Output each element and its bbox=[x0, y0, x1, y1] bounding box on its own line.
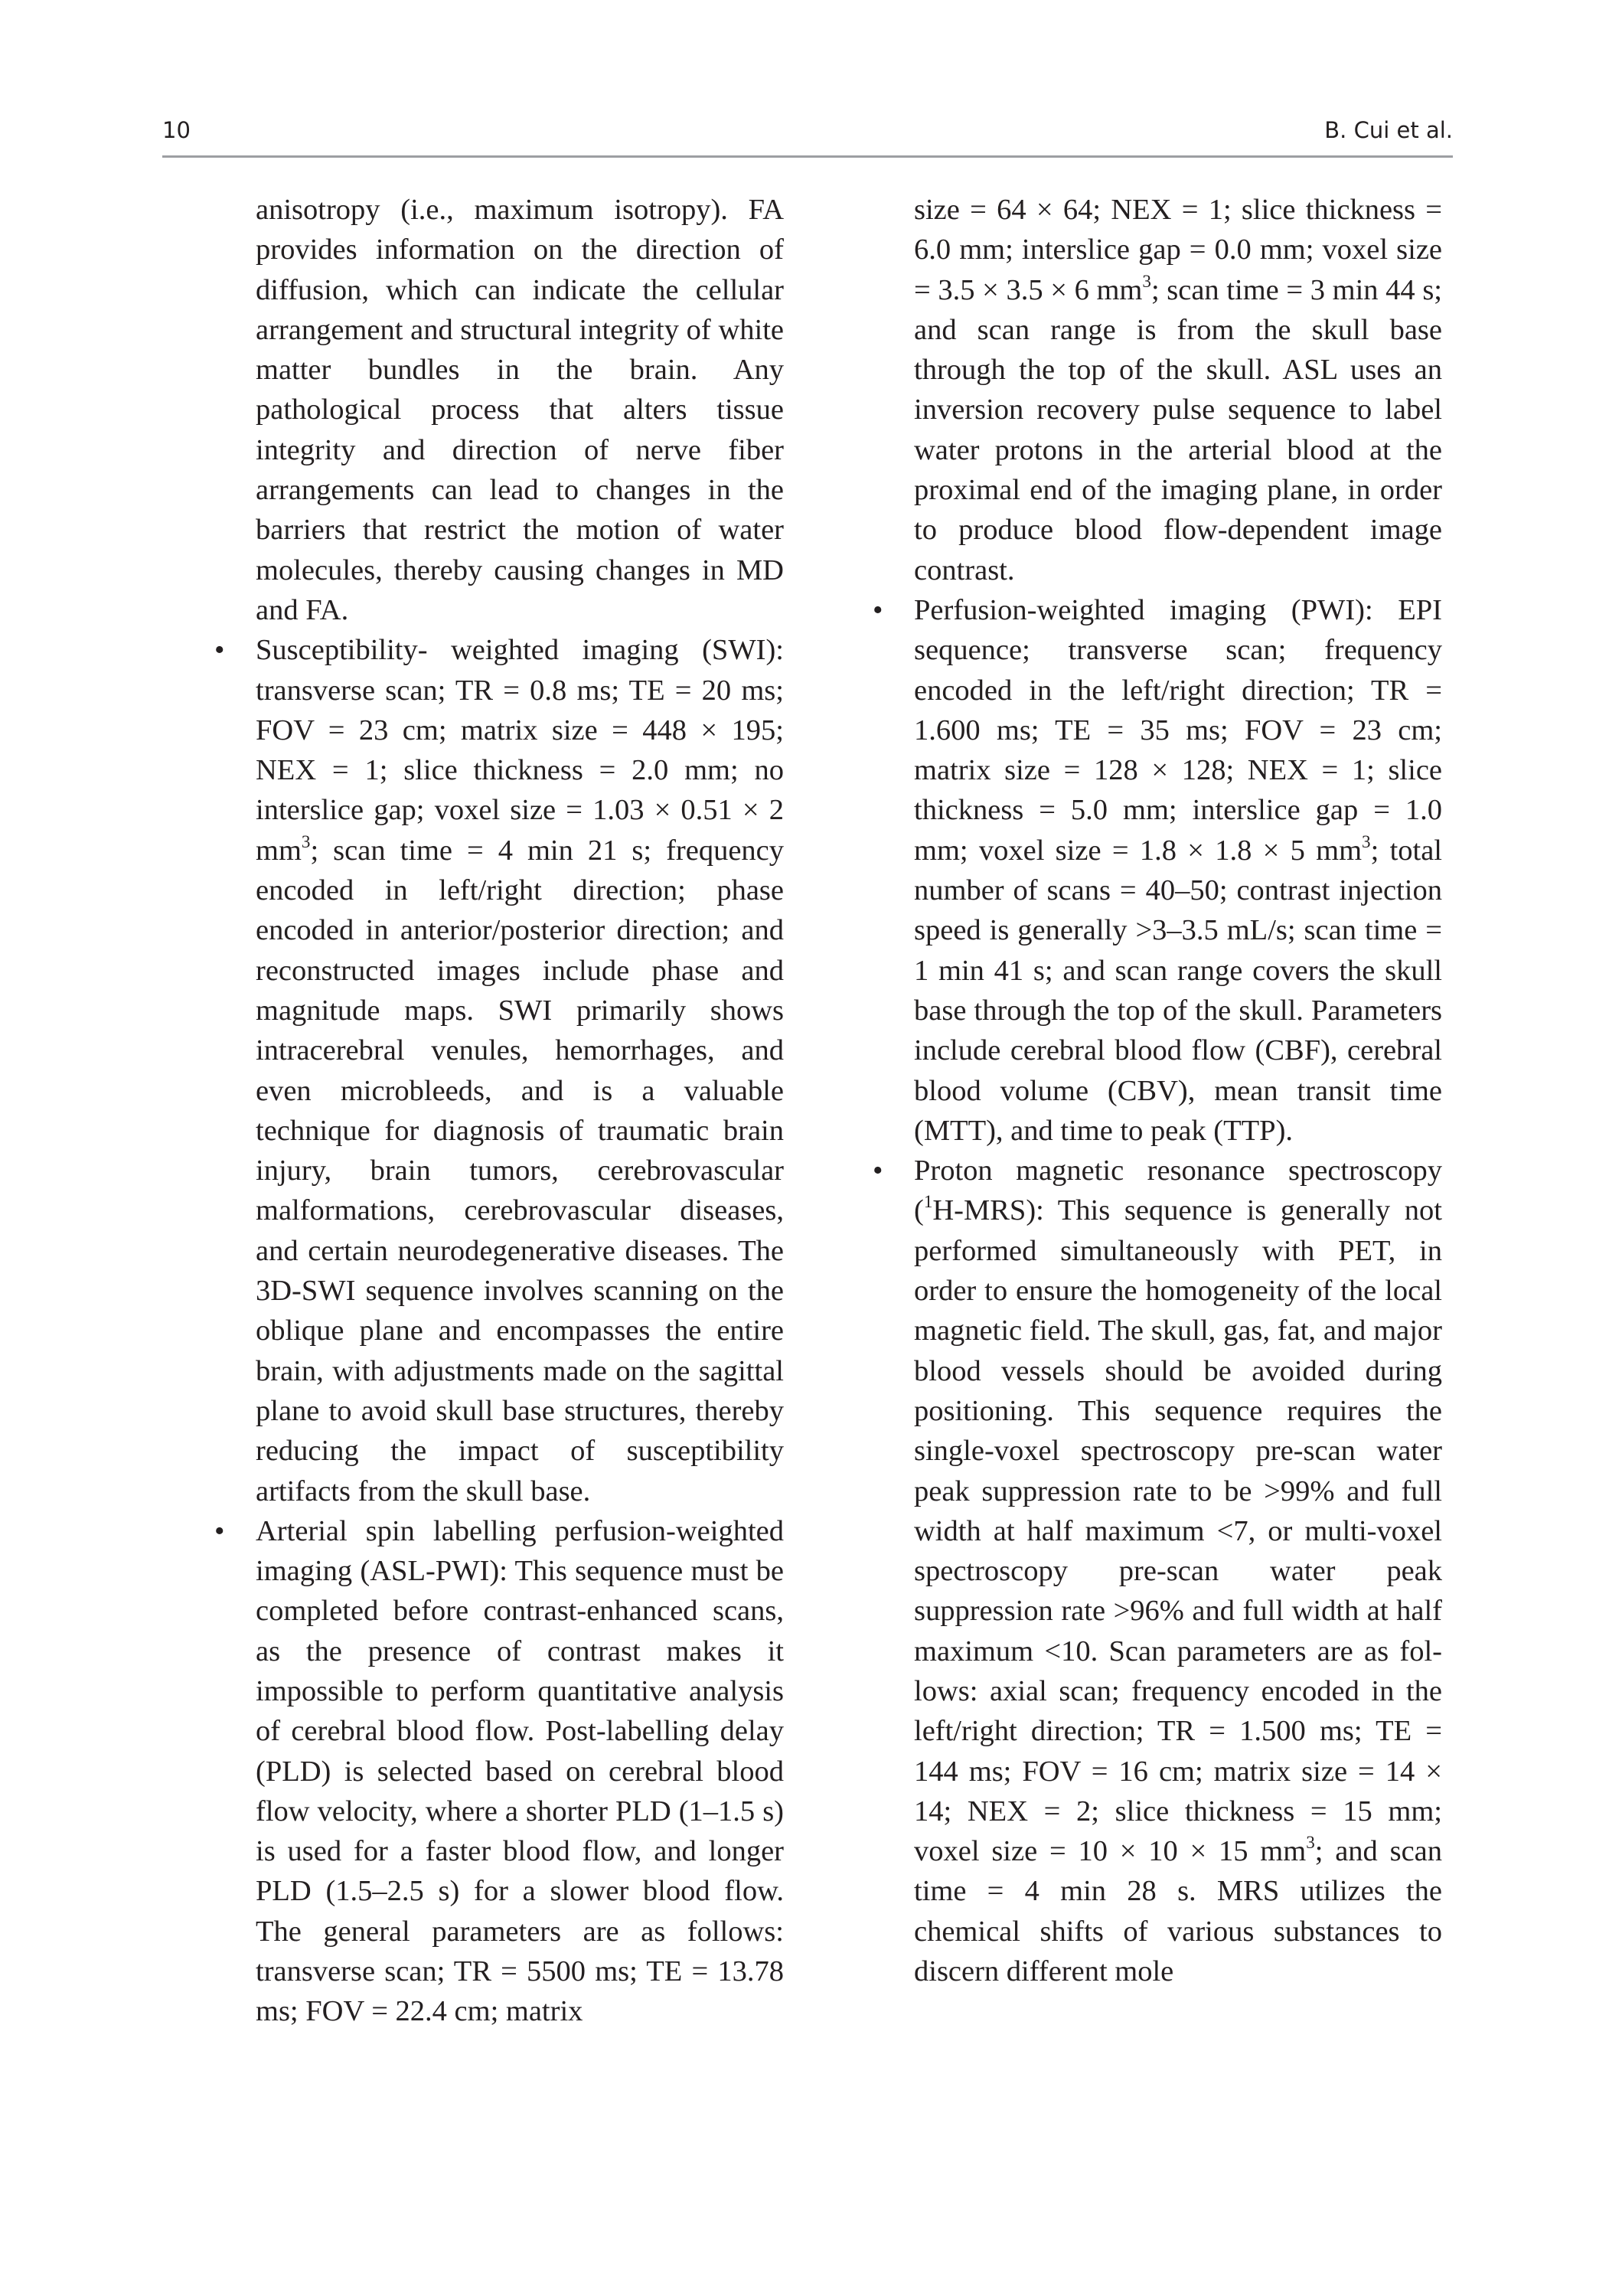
continued-paragraph: anisotropy (i.e., maximum isotropy). FA provides information on the direction of diffusion, which can indicate the cellular arrangement and structural integrity of white matter bundles in the brain. Any pathological process that alters tissue integrity and direction of nerve fiber arrangements can lead to changes in the barriers that restrict the motion of water molecules, thereby causing changes in MD and FA. bbox=[256, 194, 784, 626]
bullet-glyph: • bbox=[214, 1514, 225, 1547]
running-head bbox=[162, 113, 1453, 147]
list-item-asl bbox=[214, 1511, 784, 2032]
running-head-authors: B. Cui et al. bbox=[1324, 117, 1453, 143]
right-bullet-list bbox=[873, 590, 1442, 1991]
asl-cont-text-2: ; scan time = 3 min 44 s; and scan range is from the skull base through the top of the skull. ASL uses an inversion recovery pulse sequence to label water protons in the arterial blood at the proximal end of the imaging plane, in order to produce blood flow-dependent image contrast. bbox=[914, 273, 1442, 586]
left-column bbox=[214, 190, 784, 2032]
right-column bbox=[873, 190, 1442, 1991]
header-rule bbox=[162, 155, 1453, 158]
mrs-text-cont: H-MRS): This sequence is generally not performed simultaneously with PET, in order to ensure the homogeneity of the local magnetic field. The skull, gas, fat, and major blood vessels should be avoided during positioning. This sequence requires the single-voxel spectroscopy pre-scan water peak suppression rate to be >99% and full width at half maximum <7, or multi-voxel spectroscopy pre-scan water peak suppression rate >96% and full width at half maximum <10. Scan parameters are as follows: axial scan; frequency encoded in the left/right direction; TR = 1.500 ms; TE = 144 ms; FOV = 16 cm; matrix size = 14 × 14; NEX = 2; slice thickness = 15 mm; voxel size = 10 × 10 × 15 mm bbox=[914, 1194, 1442, 1868]
superscript: 3 bbox=[301, 831, 311, 851]
superscript: 3 bbox=[1306, 1832, 1315, 1853]
pwi-text: Perfusion-weighted imaging (PWI): EPI sequence; transverse scan; frequency encoded in the left/right direction; TR = 1.600 ms; TE = 35 ms; FOV = 23 cm; matrix size = 128 × 128; NEX = 1; slice thickness = 5.0 mm; interslice gap = 1.0 mm; voxel size = 1.8 × 1.8 × 5 mm bbox=[914, 593, 1442, 867]
asl-text: Arterial spin labelling perfusion-weighted imaging (ASL-PWI): This sequence must be completed before contrast-enhanced scans, as the presence of contrast makes it impossible to perform quantitative analysis of cerebral blood flow. Post-labelling delay (PLD) is selected based on cerebral blood flow velocity, where a shorter PLD (1–1.5 s) is used for a faster blood flow, and longer PLD (1.5–2.5 s) for a slower blood flow. The general parameters are as follows: transverse scan; TR = 5500 ms; TE = 13.78 ms; FOV = 22.4 cm; matrix bbox=[256, 1514, 784, 2028]
list-item-pwi bbox=[873, 590, 1442, 1151]
bullet-glyph: • bbox=[873, 593, 883, 626]
superscript: 1 bbox=[923, 1191, 933, 1212]
left-bullet-list bbox=[214, 630, 784, 2031]
superscript: 3 bbox=[1362, 831, 1371, 851]
superscript: 3 bbox=[1142, 270, 1151, 291]
swi-text-cont: ; scan time = 4 min 21 s; frequency encoded in left/right direction; phase encoded in anterior/posterior direction; and reconstructed images include phase and magnitude maps. SWI primarily shows intracerebral venules, hemorrhages, and even microbleeds, and is a valuable technique for diagnosis of traumatic brain injury, brain tumors, cerebrovascular malformations, cerebrovascular diseases, and certain neurodegenerative diseases. The 3D-SWI sequence involves scanning on the oblique plane and encompasses the entire brain, with adjustments made on the sagittal plane to avoid skull base structures, thereby reducing the impact of susceptibility artifacts from the skull base. bbox=[256, 834, 784, 1507]
mrs-text: Proton magnetic resonance spectroscopy ( bbox=[914, 1155, 1442, 1227]
list-item-mrs bbox=[873, 1151, 1442, 1991]
asl-continuation bbox=[914, 190, 1442, 590]
swi-text: Susceptibility- weighted imaging (SWI): transverse scan; TR = 0.8 ms; TE = 20 ms; FOV = 23 cm; matrix size = 448 × 195; NEX = 1; slice thickness = 2.0 mm; no interslice gap; voxel size = 1.03 × 0.51 × 2 mm bbox=[256, 634, 784, 867]
bullet-glyph: • bbox=[214, 634, 225, 667]
list-item-swi bbox=[214, 630, 784, 1511]
bullet-glyph: • bbox=[873, 1155, 883, 1187]
asl-cont-text: size = 64 × 64; NEX = 1; slice thickness = 6.0 mm; interslice gap = 0.0 mm; voxel size = 3.5 × 3.5 × 6 mm bbox=[914, 194, 1442, 306]
mrs-text-end: ; and scan time = 4 min 28 s. MRS utilizes the chemical shifts of various substances to discern different mole bbox=[914, 1835, 1442, 1988]
pwi-text-cont: ; total number of scans = 40–50; contrast injection speed is generally >3–3.5 mL/s; scan time = 1 min 41 s; and scan range covers the skull base through the top of the skull. Parameters include cerebral blood flow (CBF), cerebral blood volume (CBV), mean transit time (MTT), and time to peak (TTP). bbox=[914, 834, 1442, 1147]
page-number: 10 bbox=[162, 117, 191, 143]
